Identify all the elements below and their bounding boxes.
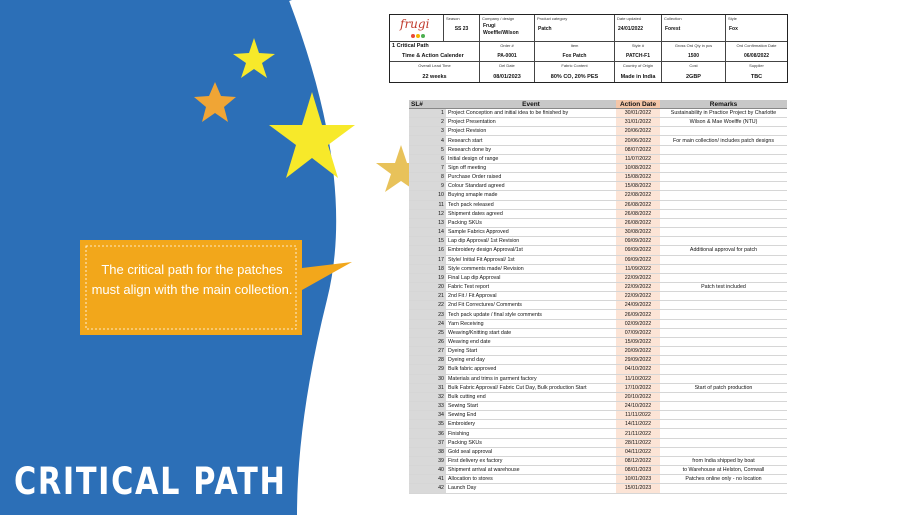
row-remark	[660, 337, 787, 346]
row-remark	[660, 145, 787, 154]
row-action-date: 10/08/2022	[616, 163, 660, 172]
row-action-date: 20/09/2022	[616, 347, 660, 356]
logo-dots-icon	[410, 32, 426, 40]
row-sl: 36	[409, 429, 446, 438]
table-row	[409, 466, 787, 475]
date-updated-cell: Date updated 24/01/2022	[615, 15, 662, 42]
table-row	[409, 319, 787, 328]
row-remark	[660, 255, 787, 264]
company-value: Frugi	[483, 23, 496, 29]
row-event: Bulk Fabric Approval/ Fabric Cut Day, Bulk production Start	[446, 383, 616, 392]
row-sl: 40	[409, 466, 446, 475]
row-sl: 22	[409, 301, 446, 310]
row-sl: 18	[409, 264, 446, 273]
row-action-date: 22/09/2022	[616, 282, 660, 291]
row-remark	[660, 392, 787, 401]
row-sl: 20	[409, 282, 446, 291]
row-event: Embroidery design Approval/1st	[446, 246, 616, 255]
row-event: Packing SKUs	[446, 218, 616, 227]
table-row	[409, 136, 787, 145]
order-value: PA-0001	[497, 53, 517, 59]
row-remark	[660, 209, 787, 218]
table-row	[409, 209, 787, 218]
row-event: Colour Standard agreed	[446, 182, 616, 191]
table-row	[409, 301, 787, 310]
row-event: Weaving end date	[446, 337, 616, 346]
row-remark	[660, 163, 787, 172]
row-event: Purchase Order raised	[446, 173, 616, 182]
row-remark	[660, 411, 787, 420]
row-remark	[660, 301, 787, 310]
row-remark	[660, 200, 787, 209]
supplier-value: TBC	[750, 74, 763, 80]
row-event: Bulk cutting end	[446, 392, 616, 401]
row-action-date: 20/06/2022	[616, 127, 660, 136]
row-sl: 3	[409, 127, 446, 136]
row-event: Research done by	[446, 145, 616, 154]
table-row	[409, 127, 787, 136]
row-sl: 41	[409, 475, 446, 484]
table-row	[409, 200, 787, 209]
row-sl: 15	[409, 237, 446, 246]
callout-text: The critical path for the patches must align with the main collection.	[91, 262, 293, 297]
row-sl: 39	[409, 456, 446, 465]
row-action-date: 15/08/2022	[616, 182, 660, 191]
row-remark	[660, 328, 787, 337]
season-value: SS 23	[454, 26, 469, 32]
row-sl: 25	[409, 328, 446, 337]
style-no-value: PATCH-F1	[626, 53, 650, 59]
table-row	[409, 402, 787, 411]
slide-title: CRITICAL PATH	[14, 460, 287, 503]
row-action-date: 11/11/2022	[616, 411, 660, 420]
row-sl: 33	[409, 402, 446, 411]
row-remark	[660, 264, 787, 273]
cost-value: 2GBP	[686, 74, 701, 80]
qty-cell: Gross Ord Qty in pcs 1500	[662, 42, 726, 62]
row-sl: 24	[409, 319, 446, 328]
del-value: 08/01/2023	[493, 74, 521, 80]
del-cell: Del Date 08/01/2023	[480, 62, 535, 82]
row-remark	[660, 191, 787, 200]
fabric-value: 80% CO, 20% PES	[550, 74, 599, 80]
row-action-date: 26/08/2022	[616, 218, 660, 227]
table-row	[409, 191, 787, 200]
row-sl: 29	[409, 365, 446, 374]
table-row	[409, 246, 787, 255]
row-action-date: 26/08/2022	[616, 200, 660, 209]
row-event: Sign off meeting	[446, 163, 616, 172]
row-remark: to Warehouse at Helston, Cornwall	[660, 466, 787, 475]
table-row	[409, 475, 787, 484]
logo-cell	[390, 15, 444, 42]
table-row	[409, 420, 787, 429]
row-action-date: 14/11/2022	[616, 420, 660, 429]
style-no-cell: Style # PATCH-F1	[615, 42, 662, 62]
row-event: Packing SKUs	[446, 438, 616, 447]
table-row	[409, 456, 787, 465]
row-remark	[660, 273, 787, 282]
row-action-date: 15/08/2022	[616, 173, 660, 182]
row-action-date: 11/07/2022	[616, 154, 660, 163]
row-sl: 14	[409, 228, 446, 237]
row-remark	[660, 228, 787, 237]
row-remark	[660, 292, 787, 301]
table-row	[409, 365, 787, 374]
item-value: Fox Patch	[562, 53, 587, 59]
table-row	[409, 237, 787, 246]
table-row	[409, 182, 787, 191]
table-row	[409, 163, 787, 172]
row-event: Bulk fabric approved	[446, 365, 616, 374]
row-event: Sewing Start	[446, 402, 616, 411]
table-row	[409, 356, 787, 365]
row-event: Style comments made/ Revision	[446, 264, 616, 273]
row-sl: 26	[409, 337, 446, 346]
table-row	[409, 310, 787, 319]
row-event: 2nd Fit Correctures/ Comments	[446, 301, 616, 310]
row-sl: 19	[409, 273, 446, 282]
row-sl: 17	[409, 255, 446, 264]
row-remark: Patch test included	[660, 282, 787, 291]
row-action-date: 17/10/2022	[616, 383, 660, 392]
row-sl: 13	[409, 218, 446, 227]
row-remark: from India shipped by boat	[660, 456, 787, 465]
origin-value: Made in India	[620, 74, 656, 80]
row-event: Weaving/Knitting start date	[446, 328, 616, 337]
row-event: Launch Day	[446, 484, 616, 493]
row-event: Allocation to stores	[446, 475, 616, 484]
row-event: Sewing End	[446, 411, 616, 420]
row-sl: 31	[409, 383, 446, 392]
row-action-date: 02/09/2022	[616, 319, 660, 328]
row-sl: 32	[409, 392, 446, 401]
row-event: Materials and trims in garment factory	[446, 374, 616, 383]
table-body	[409, 109, 787, 494]
collection-value: Forest	[665, 26, 681, 32]
row-action-date: 09/09/2022	[616, 246, 660, 255]
table-row	[409, 118, 787, 127]
table-row	[409, 228, 787, 237]
row-action-date: 04/11/2022	[616, 447, 660, 456]
row-sl: 34	[409, 411, 446, 420]
row-action-date: 21/11/2022	[616, 429, 660, 438]
table-row	[409, 154, 787, 163]
cost-cell: Cost 2GBP	[662, 62, 726, 82]
table-row	[409, 173, 787, 182]
row-sl: 4	[409, 136, 446, 145]
row-action-date: 30/08/2022	[616, 228, 660, 237]
row-remark	[660, 429, 787, 438]
table-row	[409, 282, 787, 291]
row-event: Project Presentation	[446, 118, 616, 127]
row-remark: Start of patch production	[660, 383, 787, 392]
origin-cell: Country of Origin Made in India	[615, 62, 662, 82]
table-row	[409, 337, 787, 346]
header-remarks: Remarks	[660, 100, 787, 109]
row-action-date: 24/10/2022	[616, 402, 660, 411]
row-remark: Wilson & Mae Woelffe (NTU)	[660, 118, 787, 127]
row-remark	[660, 154, 787, 163]
order-cell: Order # PA-0001	[480, 42, 535, 62]
style-cell: Style Fox	[726, 15, 787, 42]
date-updated-value: 24/01/2022	[618, 26, 644, 32]
row-event: Dyeing end day	[446, 356, 616, 365]
row-remark	[660, 374, 787, 383]
row-sl: 30	[409, 374, 446, 383]
row-remark	[660, 182, 787, 191]
row-action-date: 10/01/2023	[616, 475, 660, 484]
row-remark: Patches online only - no location	[660, 475, 787, 484]
row-action-date: 07/09/2022	[616, 328, 660, 337]
row-action-date: 04/10/2022	[616, 365, 660, 374]
row-action-date: 09/09/2022	[616, 255, 660, 264]
critical-path-header	[389, 14, 788, 83]
confirm-cell: Ord Confirmation Date 06/08/2022	[726, 42, 787, 62]
table-row	[409, 145, 787, 154]
cp-title: 1 Critical Path	[392, 43, 429, 49]
row-event: Shipment arrival at warehouse	[446, 466, 616, 475]
row-action-date: 08/01/2023	[616, 466, 660, 475]
company-cell: Company / design Frugi Woeffle/Wilson	[480, 15, 535, 42]
season-cell: Season SS 23	[444, 15, 480, 42]
table-row	[409, 255, 787, 264]
row-sl: 2	[409, 118, 446, 127]
row-remark	[660, 127, 787, 136]
row-remark: For main collection/ includes patch designs	[660, 136, 787, 145]
row-event: Fabric Test report	[446, 282, 616, 291]
row-sl: 35	[409, 420, 446, 429]
header-sl: SL#	[409, 100, 446, 109]
table-row	[409, 264, 787, 273]
table-row	[409, 218, 787, 227]
row-remark: Sustainability in Practice Project by Charlotte	[660, 109, 787, 118]
row-action-date: 15/09/2022	[616, 337, 660, 346]
row-event: Final Lap dip Approval	[446, 273, 616, 282]
table-row	[409, 328, 787, 337]
row-action-date: 08/07/2022	[616, 145, 660, 154]
row-event: Shipment dates agreed	[446, 209, 616, 218]
row-event: Gold seal approval	[446, 447, 616, 456]
row-remark: Additional approval for patch	[660, 246, 787, 255]
row-event: Finishing	[446, 429, 616, 438]
table-row	[409, 484, 787, 493]
qty-value: 1500	[687, 53, 700, 59]
row-action-date: 11/09/2022	[616, 264, 660, 273]
critical-path-table	[409, 100, 787, 494]
designer-value: Woeffle/Wilson	[483, 30, 519, 36]
lead-value: 22 weeks	[422, 74, 447, 80]
table-row	[409, 392, 787, 401]
row-sl: 38	[409, 447, 446, 456]
row-remark	[660, 218, 787, 227]
row-action-date: 22/08/2022	[616, 191, 660, 200]
frugi-logo: frugi	[400, 17, 430, 31]
row-sl: 37	[409, 438, 446, 447]
row-event: Tech pack update / final style comments	[446, 310, 616, 319]
row-action-date: 11/10/2022	[616, 374, 660, 383]
row-remark	[660, 438, 787, 447]
row-remark	[660, 310, 787, 319]
row-action-date: 30/01/2022	[616, 109, 660, 118]
table-row	[409, 429, 787, 438]
row-sl: 5	[409, 145, 446, 154]
row-action-date: 26/09/2022	[616, 310, 660, 319]
row-action-date: 20/06/2022	[616, 136, 660, 145]
row-sl: 23	[409, 310, 446, 319]
row-action-date: 09/09/2022	[616, 237, 660, 246]
row-action-date: 20/10/2022	[616, 392, 660, 401]
row-event: Lap dip Approval/ 1st Revision	[446, 237, 616, 246]
row-remark	[660, 347, 787, 356]
table-row	[409, 273, 787, 282]
row-sl: 10	[409, 191, 446, 200]
row-action-date: 28/11/2022	[616, 438, 660, 447]
row-remark	[660, 420, 787, 429]
row-action-date: 29/09/2022	[616, 356, 660, 365]
row-sl: 8	[409, 173, 446, 182]
collection-cell: Collection Forest	[662, 15, 726, 42]
header-event: Event	[446, 100, 616, 109]
row-remark	[660, 356, 787, 365]
item-cell: Item Fox Patch	[535, 42, 615, 62]
row-action-date: 15/01/2023	[616, 484, 660, 493]
row-sl: 27	[409, 347, 446, 356]
category-value: Patch	[538, 26, 552, 32]
row-event: Dyeing Start	[446, 347, 616, 356]
row-remark	[660, 402, 787, 411]
cp-title-cell	[390, 42, 480, 62]
table-row	[409, 347, 787, 356]
row-action-date: 26/08/2022	[616, 209, 660, 218]
row-remark	[660, 365, 787, 374]
cp-subtitle: Time & Action Calender	[402, 53, 464, 59]
row-action-date: 08/12/2022	[616, 456, 660, 465]
row-sl: 6	[409, 154, 446, 163]
row-sl: 11	[409, 200, 446, 209]
lead-cell: Overall Lead Time 22 weeks	[390, 62, 480, 82]
row-remark	[660, 237, 787, 246]
row-remark	[660, 319, 787, 328]
table-row	[409, 292, 787, 301]
row-remark	[660, 173, 787, 182]
row-event: Project Conception and initial idea to be finished by	[446, 109, 616, 118]
category-cell: Product category Patch	[535, 15, 615, 42]
row-event: Research start	[446, 136, 616, 145]
row-remark	[660, 447, 787, 456]
row-event: Sample Fabrics Approved	[446, 228, 616, 237]
row-sl: 28	[409, 356, 446, 365]
row-sl: 7	[409, 163, 446, 172]
row-remark	[660, 484, 787, 493]
row-sl: 1	[409, 109, 446, 118]
row-action-date: 22/09/2022	[616, 273, 660, 282]
row-action-date: 24/09/2022	[616, 301, 660, 310]
style-value: Fox	[729, 26, 738, 32]
row-event: Initial design of range	[446, 154, 616, 163]
table-row	[409, 383, 787, 392]
row-event: Embroidery	[446, 420, 616, 429]
confirm-value: 06/08/2022	[743, 53, 770, 59]
row-event: Style/ Initial Fit Approval/ 1st	[446, 255, 616, 264]
row-action-date: 31/01/2022	[616, 118, 660, 127]
table-row	[409, 374, 787, 383]
row-sl: 9	[409, 182, 446, 191]
table-row	[409, 411, 787, 420]
row-sl: 21	[409, 292, 446, 301]
header-action-date: Action Date	[616, 100, 660, 109]
row-event: Tech pack released	[446, 200, 616, 209]
table-row	[409, 109, 787, 118]
supplier-cell: Supplier TBC	[726, 62, 787, 82]
row-sl: 16	[409, 246, 446, 255]
table-row	[409, 447, 787, 456]
row-sl: 42	[409, 484, 446, 493]
row-event: Yarn Receiving	[446, 319, 616, 328]
row-event: Project Revision	[446, 127, 616, 136]
table-header-row	[409, 100, 787, 109]
fabric-cell: Fabric Content 80% CO, 20% PES	[535, 62, 615, 82]
row-event: Buying smaple made	[446, 191, 616, 200]
row-action-date: 22/09/2022	[616, 292, 660, 301]
row-event: First delivery ex factory	[446, 456, 616, 465]
table-row	[409, 438, 787, 447]
row-event: 2nd Fit / Fit Approval	[446, 292, 616, 301]
row-sl: 12	[409, 209, 446, 218]
